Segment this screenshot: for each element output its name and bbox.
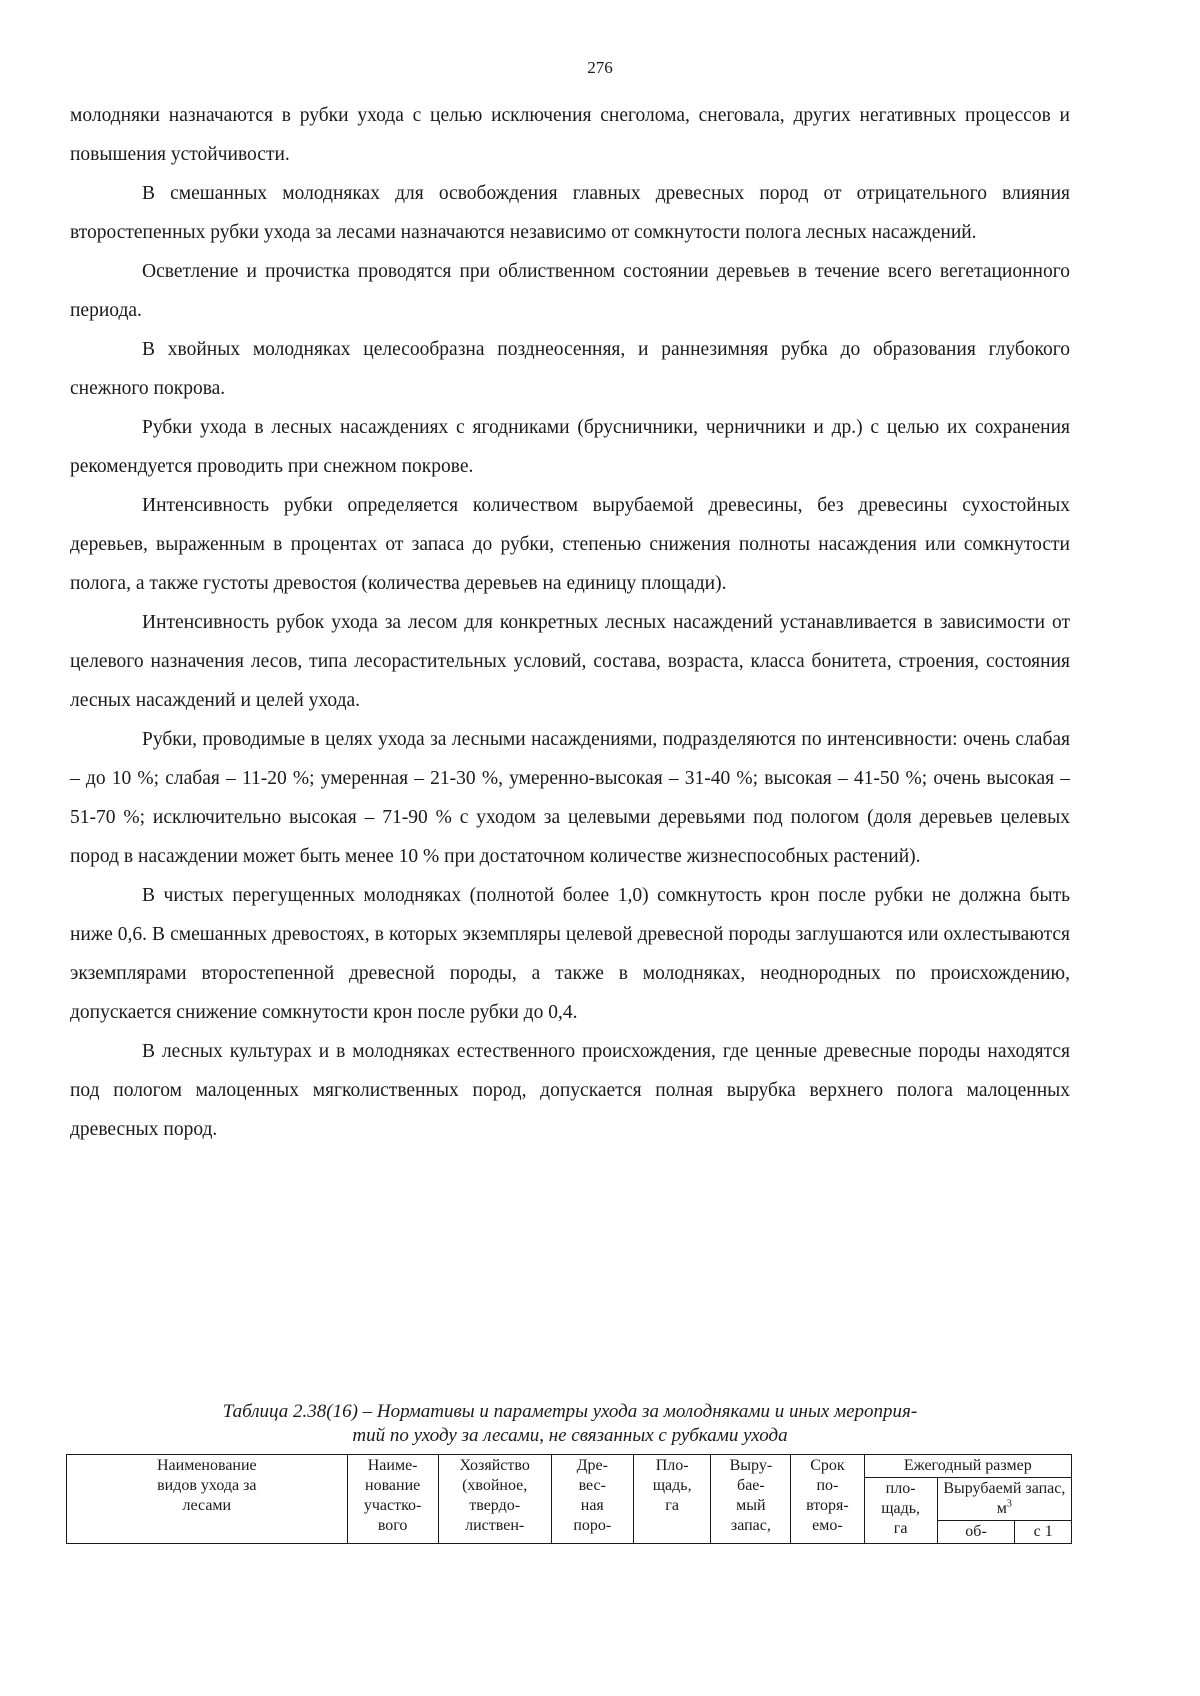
header-cell-tree-species: Дре- вес- ная поро- bbox=[551, 1455, 633, 1544]
header-cell-stock-total: об- bbox=[937, 1521, 1015, 1544]
paragraph: Рубки, проводимые в целях ухода за лесными насаждениями, подразделяются по интенсивности: очень слабая – до 10 %; слабая – 11-20 %; умеренная – 21-30 %, умеренно-высокая – 31-40 %; высокая – 41-50 %; очень высокая – 51-70 %; исключительно высокая – 71-90 % с уходом за целевыми деревьями под пологом (доля деревьев целевых пород в насаждении может быть менее 10 % при достаточном количестве жизнеспособных растений). bbox=[70, 729, 1070, 867]
header-cell-stock-per-ha: с 1 bbox=[1015, 1521, 1072, 1544]
table-header-row bbox=[67, 1455, 1072, 1478]
header-cell-annual-area: пло- щадь, га bbox=[864, 1478, 937, 1544]
table-caption-line: Таблица 2.38(16) – Нормативы и параметры ухода за молодняками и иных мероприя- bbox=[222, 1401, 918, 1422]
paragraph: В лесных культурах и в молодняках естественного происхождения, где ценные древесные породы находятся под пологом малоценных мягколиственных пород, допускается полная вырубка верхнего полога малоценных древесных пород. bbox=[70, 1041, 1070, 1140]
paragraph: В чистых перегущенных молодняках (полнотой более 1,0) сомкнутость крон после рубки не должна быть ниже 0,6. В смешанных древостоях, в которых экземпляры целевой древесной породы заглушаются или охлестываются экземплярами второстепенной древесной породы, а также в молодняках, неоднородных по происхождению, допускается снижение сомкнутости крон после рубки до 0,4. bbox=[70, 885, 1070, 1023]
header-cell-annual-stock: Вырубаемй запас, $м^3$ bbox=[937, 1478, 1071, 1521]
header-cell-plot-name: Наиме- нование участко- вого bbox=[347, 1455, 438, 1544]
header-cell-annual-size: Ежегодный размер bbox=[864, 1455, 1071, 1478]
paragraph: В хвойных молодняках целесообразна позднеосенняя, и раннезимняя рубка до образования глубокого снежного покрова. bbox=[70, 339, 1070, 399]
table-caption-line: тий по уходу за лесами, не связанных с рубками ухода bbox=[352, 1425, 788, 1446]
table-caption bbox=[70, 1400, 1070, 1448]
paragraph: Интенсивность рубок ухода за лесом для конкретных лесных насаждений устанавливается в зависимости от целевого назначения лесов, типа лесорастительных условий, состава, возраста, класса бонитета, строения, состояния лесных насаждений и целей ухода. bbox=[70, 612, 1070, 711]
norms-table bbox=[66, 1454, 1072, 1544]
body-text bbox=[70, 96, 1070, 1149]
paragraph: Интенсивность рубки определяется количеством вырубаемой древесины, без древесины сухостойных деревьев, выраженным в процентах от запаса до рубки, степенью снижения полноты насаждения или сомкнутости полога, а также густоты древостоя (количества деревьев на единицу площади). bbox=[70, 495, 1070, 594]
norms-table-container bbox=[66, 1454, 1072, 1544]
header-cell-area: Пло- щадь, га bbox=[633, 1455, 711, 1544]
page-number: 276 bbox=[587, 58, 613, 77]
header-cell-repeat-period: Срок по- вторя- емо- bbox=[791, 1455, 864, 1544]
header-cell-care-type: Наименование видов ухода за лесами bbox=[67, 1455, 348, 1544]
header-cell-felled-stock: Выру- бае- мый запас, bbox=[711, 1455, 791, 1544]
paragraph: молодняки назначаются в рубки ухода с целью исключения снеголома, снеговала, других негативных процессов и повышения устойчивости. bbox=[70, 105, 1070, 165]
header-cell-farm-type: Хозяйство (хвойное, твердо- листвен- bbox=[438, 1455, 551, 1544]
paragraph: Осветление и прочистка проводятся при облиственном состоянии деревьев в течение всего вегетационного периода. bbox=[70, 261, 1070, 321]
paragraph: Рубки ухода в лесных насаждениях с ягодниками (брусничники, черничники и др.) с целью их сохранения рекомендуется проводить при снежном покрове. bbox=[70, 417, 1070, 477]
paragraph: В смешанных молодняках для освобождения главных древесных пород от отрицательного влияния второстепенных рубки ухода за лесами назначаются независимо от сомкнутости полога лесных насаждений. bbox=[70, 183, 1070, 243]
